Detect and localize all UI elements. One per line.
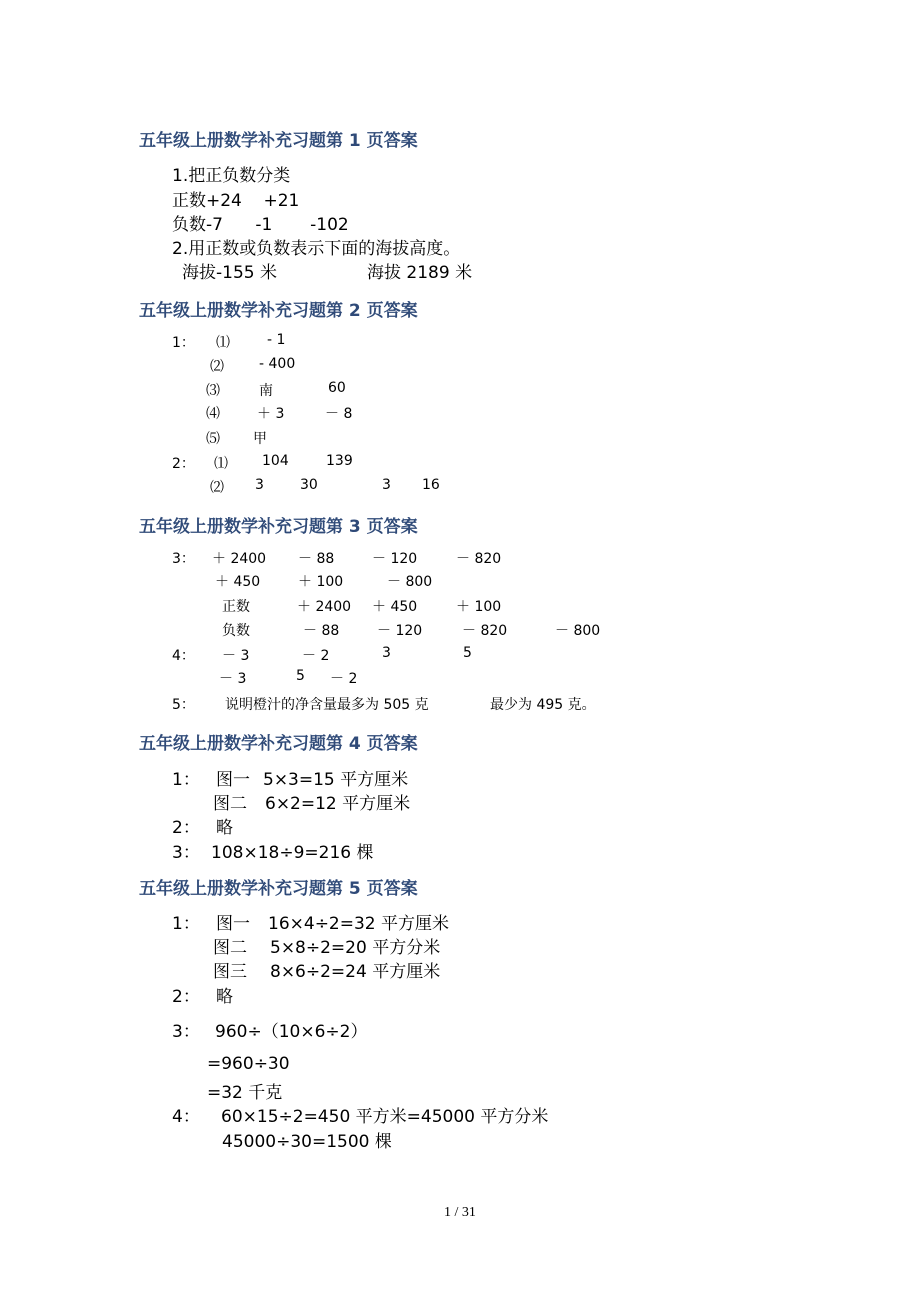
s2-q1-3-b: 60 (328, 380, 346, 396)
s3-q3-label: 3： (172, 551, 195, 567)
s3-q3-r1-4: － 820 (456, 551, 502, 567)
s4-q1b-answer: 6×2=12 平方厘米 (265, 794, 411, 814)
s2-q1-4-num: ⑷ (206, 406, 220, 422)
s5-q1-answer1: 16×4÷2=32 平方厘米 (268, 914, 450, 934)
s2-q1-4-b: － 8 (325, 406, 353, 422)
s3-q4-label: 4： (172, 648, 195, 664)
s3-neg-2: － 120 (377, 623, 423, 639)
s2-q2-2-b: 30 (300, 477, 318, 493)
s3-pos-1: ＋ 2400 (297, 599, 352, 615)
s5-q4-line2: 45000÷30=1500 棵 (222, 1132, 392, 1152)
s2-q1-label: 1： (172, 335, 195, 351)
s5-q1-label: 1： (172, 914, 200, 934)
s5-q1-answer3: 8×6÷2=24 平方厘米 (270, 962, 441, 982)
s3-q3-r2-1: ＋ 450 (215, 574, 261, 590)
s5-q3-expr: 960÷（10×6÷2） (215, 1022, 368, 1042)
s3-q5-label: 5： (172, 697, 195, 713)
s4-q2-label: 2： (172, 818, 200, 838)
s1-altitude-1: 海拔-155 米 (182, 263, 277, 283)
s3-pos-3: ＋ 100 (456, 599, 502, 615)
s3-q4-r1-2: － 2 (302, 648, 330, 664)
s2-q2-label: 2： (172, 456, 195, 472)
s2-q1-5-num: ⑸ (206, 431, 220, 447)
s3-q4-r2-1: － 3 (219, 671, 247, 687)
s1-line-2: 正数+24 +21 (172, 191, 300, 211)
s5-q2-label: 2： (172, 987, 200, 1007)
s3-neg-1: － 88 (303, 623, 340, 639)
s4-q3-answer: 108×18÷9=216 棵 (211, 843, 374, 863)
s5-q3-label: 3： (172, 1022, 200, 1042)
s2-q1-2-num: ⑵ (210, 359, 224, 375)
s1-altitude-2: 海拔 2189 米 (367, 263, 473, 283)
s3-q3-r2-2: ＋ 100 (298, 574, 344, 590)
s4-q1-label: 1： (172, 770, 200, 790)
s5-q1-fig1: 图一 (216, 914, 250, 934)
s5-q1-fig3: 图三 (213, 962, 247, 982)
s3-q5-text-2: 最少为 495 克。 (490, 697, 596, 713)
s1-line-1: 1.把正负数分类 (172, 166, 291, 186)
s3-q4-r1-1: － 3 (222, 648, 250, 664)
section-4-title: 五年级上册数学补充习题第 4 页答案 (139, 734, 418, 754)
section-5-title: 五年级上册数学补充习题第 5 页答案 (139, 879, 418, 899)
s3-pos-2: ＋ 450 (372, 599, 418, 615)
s2-q2-2-a: 3 (255, 477, 264, 493)
s5-q1-answer2: 5×8÷2=20 平方分米 (270, 938, 441, 958)
s3-pos-label: 正数 (222, 599, 250, 615)
s2-q1-2-a: - 400 (259, 356, 296, 372)
s3-q4-r1-3: 3 (382, 645, 391, 661)
s3-q4-r2-2: 5 (296, 668, 305, 684)
s2-q1-4-a: ＋ 3 (257, 406, 285, 422)
s3-q4-r1-4: 5 (463, 645, 472, 661)
s2-q2-1-b: 139 (326, 453, 353, 469)
s2-q2-2-d: 16 (422, 477, 440, 493)
s2-q2-1-a: 104 (262, 453, 289, 469)
s3-q3-r2-3: － 800 (387, 574, 433, 590)
s3-neg-label: 负数 (222, 623, 250, 639)
s4-q2-answer: 略 (216, 818, 233, 838)
s2-q2-1-num: ⑴ (214, 456, 228, 472)
s2-q1-5-a: 甲 (253, 431, 267, 447)
section-1-title: 五年级上册数学补充习题第 1 页答案 (139, 131, 418, 151)
s5-q4-label: 4： (172, 1107, 200, 1127)
s3-q3-r1-3: － 120 (372, 551, 418, 567)
s3-neg-4: － 800 (555, 623, 601, 639)
s2-q1-3-num: ⑶ (206, 383, 220, 399)
s4-q3-label: 3： (172, 843, 200, 863)
s5-q3-step1: =960÷30 (207, 1054, 290, 1074)
s4-q1b-fig: 图二 (213, 794, 247, 814)
page-number: 1 / 31 (444, 1205, 476, 1220)
s2-q1-1-num: ⑴ (216, 335, 230, 351)
s2-q1-3-a: 南 (259, 383, 273, 399)
s2-q2-2-num: ⑵ (210, 480, 224, 496)
section-2-title: 五年级上册数学补充习题第 2 页答案 (139, 301, 418, 321)
s3-q4-r2-3: － 2 (330, 671, 358, 687)
s5-q2-answer: 略 (216, 987, 233, 1007)
s3-q5-text-1: 说明橙汁的净含量最多为 505 克 (225, 697, 429, 713)
s3-neg-3: － 820 (462, 623, 508, 639)
s5-q3-step2: =32 千克 (207, 1083, 283, 1103)
s4-q1-answer: 5×3=15 平方厘米 (263, 770, 409, 790)
s2-q2-2-c: 3 (382, 477, 391, 493)
s3-q3-r1-2: － 88 (298, 551, 335, 567)
s1-line-4: 2.用正数或负数表示下面的海拔高度。 (172, 239, 461, 259)
s3-q3-r1-1: ＋ 2400 (212, 551, 267, 567)
s5-q1-fig2: 图二 (213, 938, 247, 958)
section-3-title: 五年级上册数学补充习题第 3 页答案 (139, 517, 418, 537)
s1-line-3: 负数-7 -1 -102 (172, 215, 349, 235)
s4-q1-fig: 图一 (216, 770, 250, 790)
s2-q1-1-a: - 1 (267, 332, 286, 348)
s5-q4-line1: 60×15÷2=450 平方米=45000 平方分米 (221, 1107, 549, 1127)
